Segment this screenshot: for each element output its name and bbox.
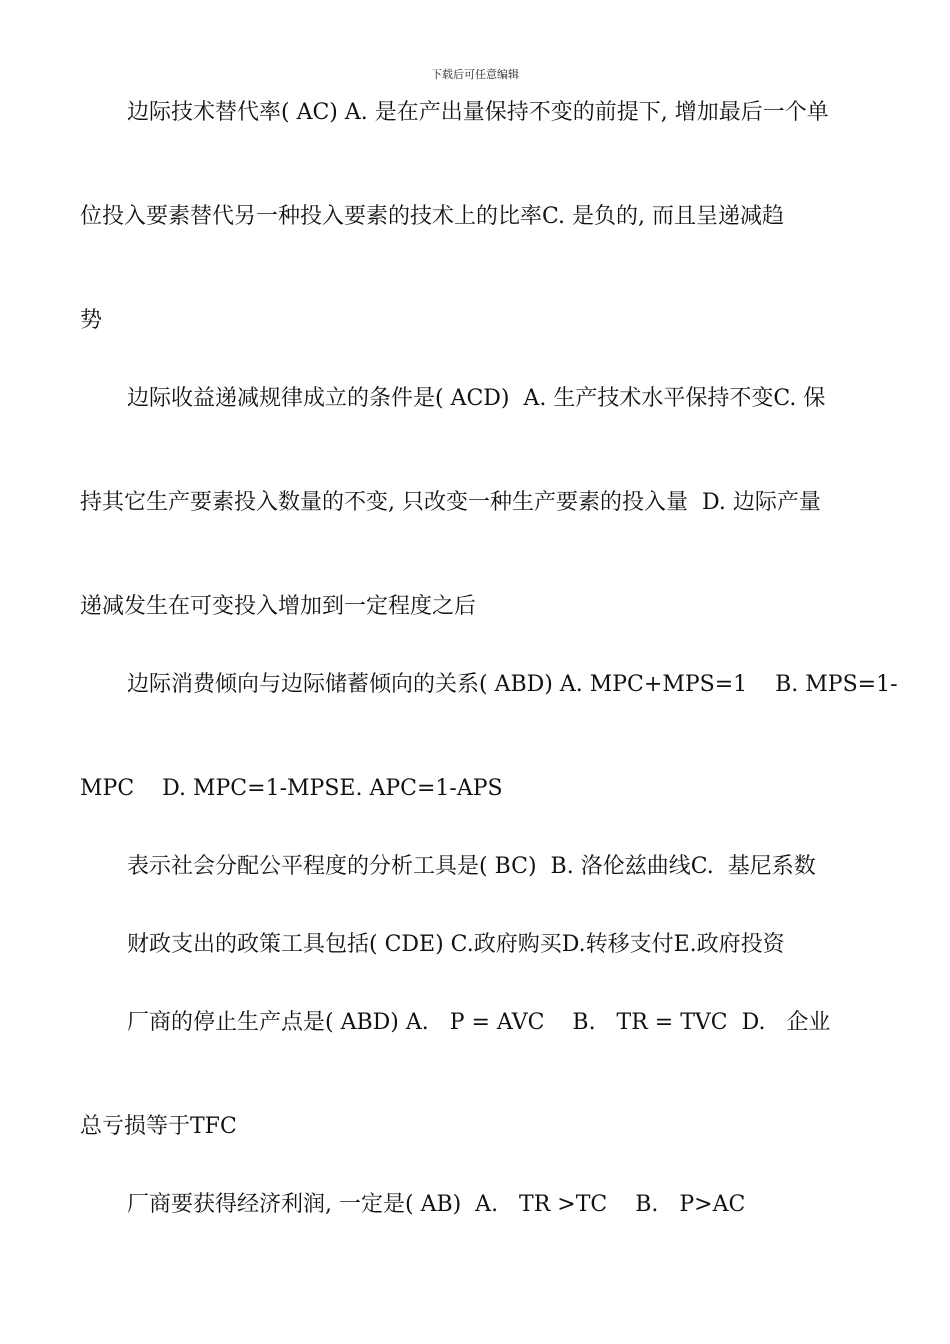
text-line-13: 厂商要获得经济利润, 一定是( AB) A. TR >TC B. P>AC: [127, 1192, 746, 1217]
text-line-10: 财政支出的政策工具包括( CDE) C.政府购买D.转移支付E.政府投资: [127, 932, 785, 957]
text-line-11: 厂商的停止生产点是( ABD) A. P = AVC B. TR = TVC D. 企业: [127, 1010, 831, 1035]
text-line-4: 边际收益递减规律成立的条件是( ACD) A. 生产技术水平保持不变C. 保: [127, 386, 826, 411]
text-line-1: 边际技术替代率( AC) A. 是在产出量保持不变的前提下, 增加最后一个单: [127, 100, 829, 125]
text-line-2: 位投入要素替代另一种投入要素的技术上的比率C. 是负的, 而且呈递减趋: [80, 204, 785, 229]
text-line-3: 势: [80, 308, 103, 333]
text-line-7: 边际消费倾向与边际储蓄倾向的关系( ABD) A. MPC+MPS=1 B. MPS=1-: [127, 672, 898, 697]
text-line-8: MPC D. MPC=1-MPSE. APC=1-APS: [80, 776, 503, 801]
page-header: 下载后可任意编辑: [431, 68, 519, 81]
text-line-12: 总亏损等于TFC: [80, 1114, 237, 1139]
text-line-6: 递减发生在可变投入增加到一定程度之后: [80, 594, 477, 619]
text-line-9: 表示社会分配公平程度的分析工具是( BC) B. 洛伦兹曲线C. 基尼系数: [127, 854, 816, 879]
text-line-5: 持其它生产要素投入数量的不变, 只改变一种生产要素的投入量 D. 边际产量: [80, 490, 821, 515]
